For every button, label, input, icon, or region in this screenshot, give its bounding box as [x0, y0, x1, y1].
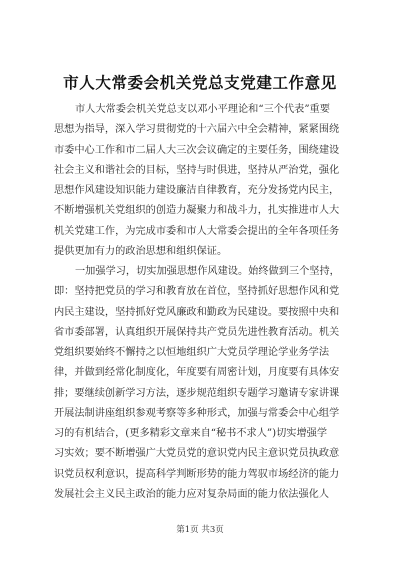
paragraph-1-line: 不断增强机关党组织的创造力凝聚力和战斗力，扎实推进市人大 [54, 205, 340, 217]
paragraph-2-line: 习的有机结合，(更多精彩文章来自“秘书不求人”)切实增强学 [54, 428, 328, 439]
document-body [54, 100, 359, 505]
paragraph-2-line: 排；要继续创新学习方法，逐步规范组织专题学习邀请专家讲课 [54, 387, 340, 399]
paragraph-2-line: 发展社会主义民主政治的能力应对复杂局面的能力依法强化人 [54, 488, 330, 500]
page-footer: 第1页 共3页 [176, 525, 224, 535]
paragraph-2-line: 一加强学习，切实加强思想作风建设。始终做到三个坚持， [75, 266, 340, 277]
paragraph-2-line: 省市委部署，认真组织开展保持共产党员先进性教育活动。机关 [54, 326, 340, 338]
paragraph-2-line: 律，并做到经常化制度化，年度要有周密计划，月度要有具体安 [54, 367, 340, 379]
paragraph-1-line: 思想作风建设知识能力建设廉洁自律教育，充分发扬党内民主， [54, 185, 340, 196]
paragraph-1-line: 提供更加有力的政治思想和组织保证。 [54, 245, 228, 257]
paragraph-1-line: 机关党建工作，为完成市委和市人大常委会提出的全年各项任务 [54, 225, 340, 237]
paragraph-1-line: 社会主义和谐社会的目标，坚持与时俱进，坚持从严治党，强化 [54, 164, 340, 176]
paragraph-2-line: 即：坚持把党员的学习和教育放在首位，坚持抓好思想作风和党 [54, 286, 340, 298]
paragraph-2-line: 识党员权利意识，提高科学判断形势的能力驾驭市场经济的能力 [54, 468, 340, 480]
paragraph-2-line: 党组织要始终不懈持之以恒地组织广大党员学理论学业务学法 [54, 347, 330, 358]
paragraph-1-line: 思想为指导，深入学习贯彻党的十六届六中全会精神，紧紧围绕 [54, 124, 340, 136]
paragraph-1-line: 市委中心工作和市二届人大三次会议确定的主要任务，围绕建设 [54, 144, 340, 156]
paragraph-2-line: 内民主建设，坚持抓好党风廉政和勤政为民建设。要按照中央和 [54, 306, 340, 318]
paragraph-2-line: 习实效；要不断增强广大党员党的意识党内民主意识党员执政意 [54, 448, 340, 460]
paragraph-2-line: 开展法制讲座组织参观考察等多种形式，加强与常委会中心组学 [54, 407, 340, 419]
document-title: 市人大常委会机关党总支党建工作意见 [63, 73, 337, 92]
paragraph-1-line: 市人大常委会机关党总支以邓小平理论和“三个代表”重要 [75, 104, 330, 115]
